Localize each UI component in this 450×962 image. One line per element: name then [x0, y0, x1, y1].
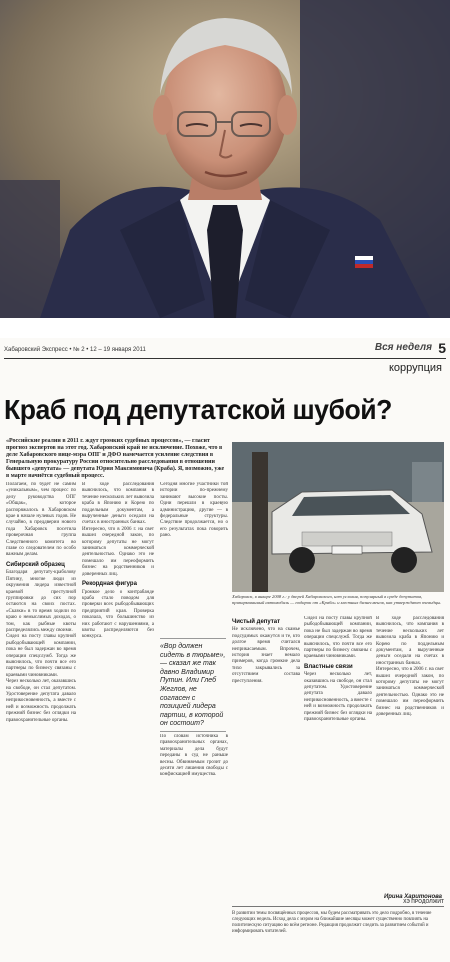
- headline: Краб под депутатской шубой?: [4, 394, 392, 425]
- section-label: Вся неделя: [374, 342, 432, 353]
- paragraph: Сидел на посту главы крупной рыбодобывающей компании, пока не был задержан во время операции спецслужб. Тогда же выяснилось, что почти все его партнеры по бизнесу связаны с краевыми чиновниками.: [6, 634, 76, 678]
- masthead: Хабаровский Экспресс: [4, 347, 68, 353]
- pull-quote: «Вор должен сидеть в тюрьме», — сказал же так давно Владимир Путин. Или Глеб Жеглов, не согласен с позицией лидера партии, в которой он состоит?: [160, 638, 226, 732]
- article-lead: «Российские реалии в 2011 г. ждут громких судебных процессов», — гласит прогноз экспертов на этот год. Хабаровский край не исключение. Похоже, что в деле Хабаровского вице-мэра ОПГ и ДФО намечается усиление следствия в Генеральную прокуратуру России относительно расследования в отношении бывшего «депутата» — депутата Юрия Максимовича (Краба). Я, возможно, уже в марте начнётся судебный процесс.: [6, 438, 225, 479]
- rubric-label: коррупция: [388, 362, 442, 374]
- paragraph: В ходе расследования выяснилось, что компания в течение нескольких лет вывозила краба в Японию и Корею по поддельным документам, а вырученные деньги оседали на счетах в иностранных банках.: [82, 482, 154, 526]
- paragraph: Сидел на посту главы крупной рыбодобывающей компании, пока не был задержан во время операции спецслужб. Тогда же выяснилось, что почти все его партнеры по бизнесу связаны с краевыми чиновниками.: [304, 616, 372, 660]
- subhead: Сибирский образец: [6, 561, 65, 568]
- paragraph: Полагаем, по будет не самим «уникальным», чем процесс по делу руководства ОПГ «Общак», которое распоряжалось в Хабаровском крае в начале нулевых годов. Не случайно, в преддверии нового года Хабаровск посетила проверочная группа Следственного комитета во главе со следователем по особо важным делам.: [6, 482, 76, 558]
- newspaper-page: [0, 338, 450, 962]
- car-photo: [232, 442, 444, 592]
- article-column-5: [304, 616, 372, 896]
- footer-text: В развитии темы посвящённых процессов, мы будем рассматривать это дело подробно, в течение следующих недель. Исход дела с мэром на ближайшие месяцы может существенно повлиять на политическую ситуацию во всём регионе. Редакция продолжит следить за развитием событий и информировать читателей.: [232, 911, 432, 934]
- masthead-issue: Хабаровский Экспресс • № 2 • 12 – 19 января 2011: [4, 347, 146, 353]
- paragraph: Через несколько лет, оказавшись на свободе, он стал депутатом. Удостоверение депутата давало неприкосновенность, а вместе с ней и возможность продолжать прежний бизнес без оглядки на правоохранительные органы.: [304, 672, 372, 723]
- portrait-illustration: [0, 0, 450, 318]
- portrait-photo: [0, 0, 450, 318]
- page-header: [4, 340, 446, 359]
- paragraph: Через несколько лет, оказавшись на свободе, он стал депутатом. Удостоверение депутата давало неприкосновенность, а вместе с ней и возможность продолжать прежний бизнес без оглядки на правоохранительные органы.: [6, 679, 76, 723]
- car-illustration: [232, 442, 444, 592]
- paragraph: Громкое дело о контрабанде краба стало поводом для проверки всех рыбодобывающих предприятий края. Проверка показала, что большинство из них работают с нарушениями, а квоты распределяются без конкурса.: [82, 589, 154, 640]
- article-column-1: [6, 482, 76, 952]
- article-column-6: [376, 616, 444, 892]
- article-column-3-bottom: [160, 734, 228, 952]
- footer-note: [232, 899, 444, 957]
- paragraph: В ходе расследования выяснилось, что компания в течение нескольких лет вывозила краба в Японию и Корею по поддельным документам, а вырученные деньги оседали на счетах в иностранных банках.: [376, 616, 444, 666]
- issue-date: № 2 • 12 – 19 января 2011: [73, 347, 146, 353]
- photo-caption: Хабаровск, в январе 2008 г.: у дверей Хабаровского, нет условия, популярный в среде депутатов, припаркованный автомобиль — подарок от «Краба» и местных бизнесменов, как утверждают очевидцы.: [232, 594, 442, 605]
- separator: [0, 318, 450, 338]
- article-column-4: [232, 616, 300, 896]
- article-author: Ирина Харитонова: [383, 894, 442, 900]
- article-column-2: [82, 482, 154, 952]
- paragraph: Не исключено, что на скамье подсудимых окажутся и те, кто долгое время считался неприкасаемым. Впрочем, история знает немало примеров, когда громкие дела тихо закрывались за отсутствием состава преступления.: [232, 627, 300, 684]
- subhead: Рекордная фигура: [82, 581, 137, 588]
- paragraph: Интересно, что в 2006 г. на свет вышел очередной закон, по которому депутаты не могут заниматься коммерческой деятельностью. Однако это не помешало им переоформить бизнес на родственников и доверенных лиц.: [82, 526, 154, 577]
- article-column-3-top: [160, 482, 228, 632]
- page-number: 5: [438, 340, 446, 356]
- paragraph: Сегодня многие участники той истории по-прежнему занимают высокие посты. Одни перешли в краевую администрацию, другие — в федеральные структуры. Следствие продолжается, но о его результатах пока говорить рано.: [160, 482, 228, 539]
- paragraph: Интересно, что в 2006 г. на свет вышел очередной закон, по которому депутаты не могут заниматься коммерческой деятельностью. Однако это не помешало им переоформить бизнес на родственников и доверенных лиц.: [376, 667, 444, 718]
- paragraph: Благодаря депутату-краболову Пятину, многие люди из окружения лидера известной краевой преступной группировки до сих пор остаются на своих постах. «Сказки» в то время ходили по краю о немыслимых доходах, о том, как рыбные квоты распределялись между своими.: [6, 570, 76, 633]
- paragraph: По словам источника в правоохранительных органах, материалы дела будут переданы в суд не раньше весны. Обвиняемым грозит до десяти лет лишения свободы с конфискацией имущества.: [160, 734, 228, 778]
- subhead: Чистый депутат: [232, 619, 281, 625]
- subhead: Властные связи: [304, 663, 353, 670]
- footer-tag: ХЭ ПРОДОЛЖИТ: [403, 899, 444, 905]
